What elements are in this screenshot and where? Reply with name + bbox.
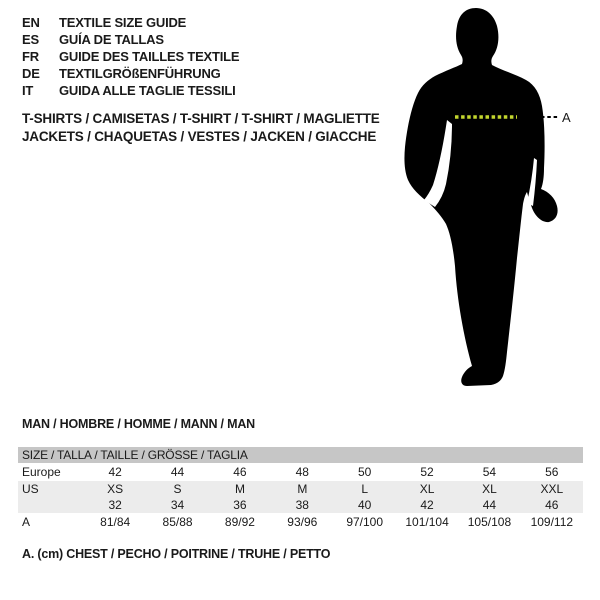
- table-cell: 54: [482, 465, 497, 479]
- language-title: TEXTILE SIZE GUIDE: [59, 15, 187, 30]
- table-cell: 42: [420, 498, 434, 512]
- language-title: TEXTILGRÖßENFÜHRUNG: [59, 66, 221, 81]
- table-cell: 44: [170, 465, 185, 479]
- table-row-numeric: [18, 497, 583, 513]
- table-cell: 109/112: [530, 515, 574, 529]
- size-table: [18, 447, 583, 531]
- table-cell: XS: [107, 482, 124, 496]
- language-row: [22, 82, 239, 99]
- table-row-us: [18, 481, 583, 497]
- table-cell: XL: [419, 482, 435, 496]
- language-row: [22, 31, 239, 48]
- section-title-man: MAN / HOMBRE / HOMME / MANN / MAN: [22, 417, 255, 431]
- measure-footnote: A. (cm) CHEST / PECHO / POITRINE / TRUHE / PETTO: [22, 547, 331, 561]
- table-cell: 50: [358, 465, 372, 479]
- table-cell: 40: [358, 498, 372, 512]
- table-cell: 32: [108, 498, 122, 512]
- table-row-europe: [18, 463, 583, 481]
- language-code: IT: [22, 83, 34, 98]
- table-cell: XXL: [540, 482, 564, 496]
- table-cell: M: [297, 482, 308, 496]
- table-row-label: Europe: [22, 465, 61, 479]
- language-code: ES: [22, 32, 39, 47]
- table-cell: 48: [295, 465, 309, 479]
- language-legend: [22, 14, 239, 99]
- table-cell: M: [234, 482, 245, 496]
- table-row-chest-cm: [18, 513, 583, 531]
- table-cell: 93/96: [287, 515, 318, 529]
- table-cell: 105/108: [467, 515, 512, 529]
- language-title: GUIDA ALLE TAGLIE TESSILI: [59, 83, 236, 98]
- table-cell: 56: [545, 465, 559, 479]
- language-row: [22, 14, 239, 31]
- table-cell: 85/88: [162, 515, 193, 529]
- table-cell: 34: [170, 498, 185, 512]
- product-line-tshirts: T-SHIRTS / CAMISETAS / T-SHIRT / T-SHIRT / MAGLIETTE: [22, 111, 380, 126]
- language-code: DE: [22, 66, 40, 81]
- language-code: FR: [22, 49, 39, 64]
- table-cell: L: [361, 482, 369, 496]
- table-cell: 101/104: [405, 515, 449, 529]
- table-cell: 42: [108, 465, 122, 479]
- table-cell: 36: [233, 498, 247, 512]
- language-row: [22, 65, 239, 82]
- language-code: EN: [22, 15, 40, 30]
- table-cell: 44: [482, 498, 497, 512]
- language-row: [22, 48, 239, 65]
- table-cell: S: [173, 482, 182, 496]
- size-table-header: SIZE / TALLA / TAILLE / GRÖSSE / TAGLIA: [18, 447, 583, 463]
- table-cell: 81/84: [100, 515, 131, 529]
- measure-label-a: A: [562, 110, 571, 125]
- table-cell: XL: [482, 482, 497, 496]
- table-row-label: A: [22, 515, 31, 529]
- product-line-jackets: JACKETS / CHAQUETAS / VESTES / JACKEN / GIACCHE: [22, 129, 377, 144]
- table-cell: 46: [545, 498, 559, 512]
- table-cell: 52: [420, 465, 434, 479]
- man-silhouette-figure: [395, 5, 575, 390]
- language-title: GUÍA DE TALLAS: [59, 32, 164, 47]
- table-cell: 38: [295, 498, 309, 512]
- product-types: [22, 110, 380, 146]
- table-cell: 89/92: [224, 515, 255, 529]
- language-title: GUIDE DES TAILLES TEXTILE: [59, 49, 240, 64]
- table-cell: 97/100: [346, 515, 384, 529]
- table-row-label: US: [22, 482, 39, 496]
- table-cell: 46: [233, 465, 247, 479]
